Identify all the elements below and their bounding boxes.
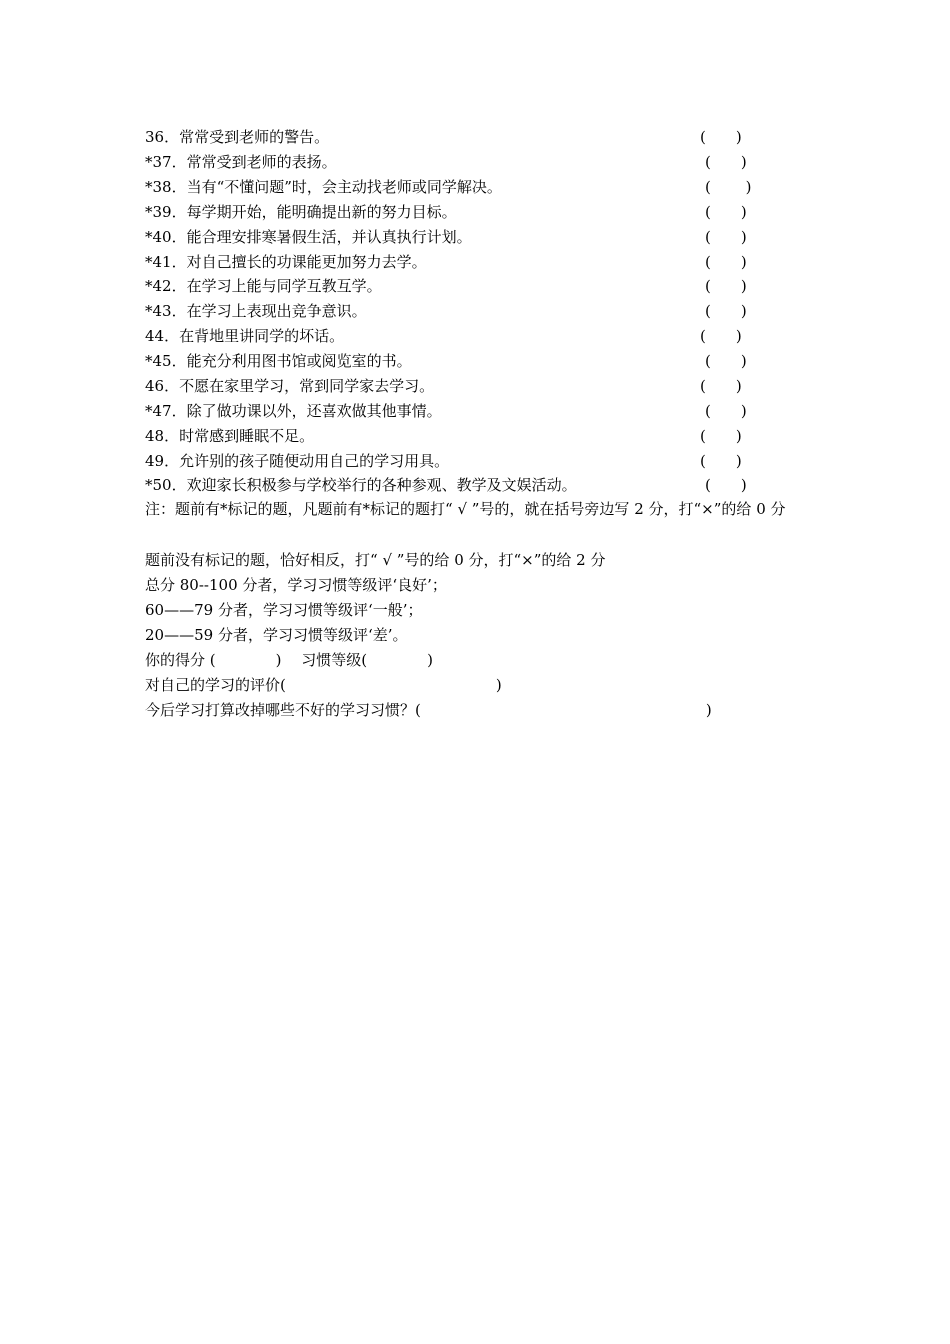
answer-paren-40: ( ): [705, 228, 747, 246]
answer-paren-47: ( ): [705, 402, 747, 420]
grade-poor: 20——59 分者，学习习惯等级评‘差’。: [145, 626, 408, 644]
answer-paren-41: ( ): [705, 253, 747, 271]
question-45: *45．能充分利用图书馆或阅览室的书。: [145, 352, 412, 370]
answer-paren-44: ( ): [700, 327, 742, 345]
question-47: *47．除了做功课以外，还喜欢做其他事情。: [145, 402, 442, 420]
question-50: *50．欢迎家长积极参与学校举行的各种参观、教学及文娱活动。: [145, 476, 577, 494]
answer-paren-45: ( ): [705, 352, 747, 370]
answer-paren-43: ( ): [705, 302, 747, 320]
answer-paren-38: ( ): [705, 178, 752, 196]
question-38: *38．当有“不懂问题”时，会主动找老师或同学解决。: [145, 178, 502, 196]
answer-paren-42: ( ): [705, 277, 747, 295]
answer-paren-50: ( ): [705, 476, 747, 494]
answer-paren-46: ( ): [700, 377, 742, 395]
question-48: 48．时常感到睡眠不足。: [145, 427, 315, 445]
answer-paren-37: ( ): [705, 153, 747, 171]
scoring-note-unmarked: 题前没有标记的题，恰好相反，打“ √ ”号的给 0 分，打“×”的给 2 分: [145, 551, 606, 569]
question-42: *42．在学习上能与同学互教互学。: [145, 277, 382, 295]
question-40: *40．能合理安排寒暑假生活，并认真执行计划。: [145, 228, 472, 246]
question-37: *37．常常受到老师的表扬。: [145, 153, 337, 171]
grade-normal: 60——79 分者，学习习惯等级评‘一般’；: [145, 601, 423, 619]
improvement-plan-line: 今后学习打算改掉哪些不好的学习习惯？( ): [145, 701, 712, 719]
grade-good: 总分 80--100 分者，学习习惯等级评‘良好’；: [145, 576, 447, 594]
question-49: 49．允许别的孩子随便动用自己的学习用具。: [145, 452, 450, 470]
self-evaluation-line: 对自己的学习的评价( ): [145, 676, 502, 694]
question-43: *43．在学习上表现出竞争意识。: [145, 302, 367, 320]
answer-paren-39: ( ): [705, 203, 747, 221]
question-36: 36．常常受到老师的警告。: [145, 128, 330, 146]
question-41: *41．对自己擅长的功课能更加努力去学。: [145, 253, 427, 271]
question-39: *39．每学期开始，能明确提出新的努力目标。: [145, 203, 457, 221]
question-46: 46．不愿在家里学习，常到同学家去学习。: [145, 377, 435, 395]
your-score-line: 你的得分 ( ) 习惯等级( ): [145, 651, 433, 669]
question-44: 44．在背地里讲同学的坏话。: [145, 327, 345, 345]
answer-paren-36: ( ): [700, 128, 742, 146]
answer-paren-48: ( ): [700, 427, 742, 445]
answer-paren-49: ( ): [700, 452, 742, 470]
scoring-note-starred: 注：题前有*标记的题，凡题前有*标记的题打“ √ ”号的，就在括号旁边写 2 分，打“×”的给 0 分: [145, 500, 786, 518]
